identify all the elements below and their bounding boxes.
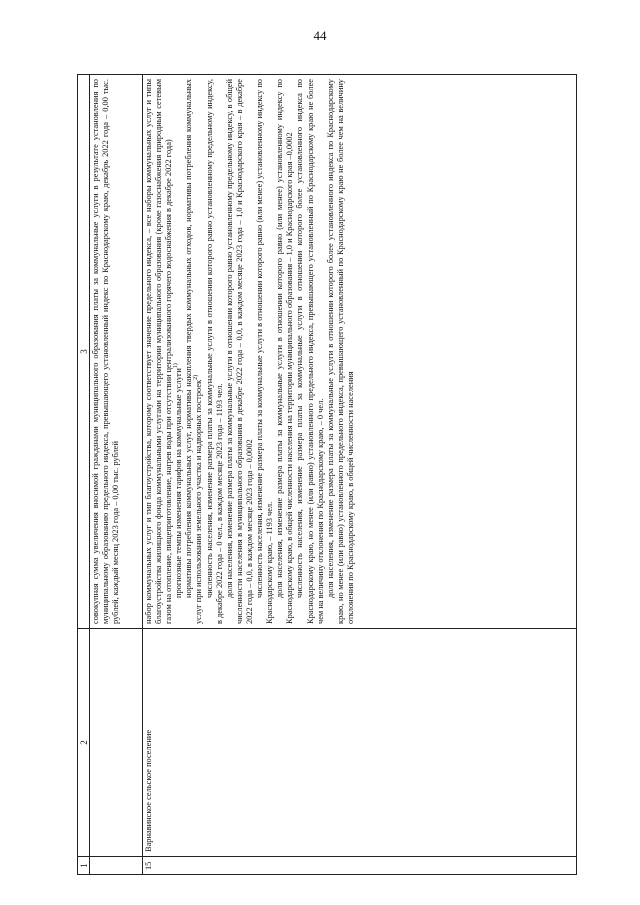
row-paragraph-text: прогнозные темпы изменения тарифов на коммунальные услуги (174, 368, 184, 598)
row-paragraph-text: доля населения, изменение размера платы за коммунальные услуги в отношении которого равно (или менее) установленному индексу по Краснодарскому краю, в общей численности населения на территории муниципального образования – 1,0 и Краснодарского края –0,0002 (275, 79, 295, 624)
row-paragraph (174, 79, 184, 624)
continued-text-cell (90, 75, 143, 629)
row-paragraph-text: доля населения, изменение размера платы за коммунальные услуги в отношении которого более установленного индекса по Краснодарскому краю, но менее (или равно) установленного предельного индекса, превышающего установленный по Краснодарскому краю не более чем на величину отклонения по Краснодарскому краю, в общей численности населения (325, 79, 355, 624)
table-row-continued (90, 75, 143, 875)
table-row (143, 75, 577, 875)
continued-num-cell (90, 857, 143, 875)
header-col-3: 3 (78, 75, 90, 629)
header-col-2: 2 (78, 629, 90, 857)
row-paragraph-text: численность населения, изменение размера платы за коммунальные услуги в отношении которого равно (или менее) установленному индексу по Краснодарскому краю, – 1193 чел. (255, 79, 275, 624)
table-header-row (78, 75, 90, 875)
continued-paragraph: совокупная сумма увеличения вносимой гражданами муниципального образования платы за коммунальные услуги в результате установления по муниципальному образованию предельного индекса, превышающего установленный индекс по Краснодарскому краю, декабрь 2022 года – 0,00 тыс. рублей, каждый месяц 2023 года – 0,00 тыс. рублей (91, 79, 121, 624)
rotated-table-container (77, 75, 577, 875)
row-text-cell (143, 75, 577, 629)
row-paragraph (225, 79, 255, 624)
row-paragraph (275, 79, 295, 624)
row-paragraph-text: доля населения, изменение размера платы за коммунальные услуги в отношении которого равно установленному предельному индексу, в общей численности населения в муниципального образования в декабре 2022 года – 0,0, в каждом месяце 2023 года – 1,0 и Краснодарского края – в декабре 2022 года – 0,0, в каждом месяце 2023 года – 0,0002 (224, 79, 254, 624)
row-paragraph-text: нормативы потребления коммунальных услуг, нормативы накопления твердых коммунальных отходов, нормативы потребления коммунальных услуг при использовании земельного участка и надворных построек (184, 79, 204, 624)
row-number: 15 (143, 857, 577, 875)
row-paragraph (184, 79, 204, 624)
row-paragraph (144, 79, 174, 624)
row-paragraph-text: численность населения, изменение размера платы за коммунальные услуги в отношении которого равно установленному предельному индексу, в декабре 2022 года – 0 чел., в каждом месяце 2023 года – 1193 чел. (204, 79, 224, 624)
row-paragraph (205, 79, 225, 624)
footnote-marker: 1) (173, 363, 180, 369)
row-paragraph (295, 79, 325, 624)
row-paragraph (326, 79, 356, 624)
row-paragraph (255, 79, 275, 624)
row-settlement-name: Варнавинское сельское поселение (143, 629, 577, 857)
footnote-marker: 2) (193, 374, 200, 380)
row-paragraph-text: численность населения, изменение размера платы за коммунальные услуги в отношении которого более установленного индекса по Краснодарскому краю, но менее (или равно) установленного предельного индекса, превышающего установленный по Краснодарскому краю не более чем на величину отклонения по Краснодарскому краю, – 0 чел. (295, 79, 325, 624)
continued-name-cell (90, 629, 143, 857)
row-paragraph-text: набор коммунальных услуг и тип благоустройства, которому соответствует значение предельного индекса, – все наборы коммунальных услуг и типы благоустройства жилищного фонда коммунальными услугами на территории муниципального образования (кроме газоснабжения природным сетевым газом на отопление, пищеприготовление, нагрев воды при отсутствии централизованного горячего водоснабжения в декабре 2022 года) (144, 79, 174, 624)
header-col-1: 1 (78, 857, 90, 875)
page-number: 44 (313, 28, 327, 43)
tariff-table (77, 74, 577, 875)
